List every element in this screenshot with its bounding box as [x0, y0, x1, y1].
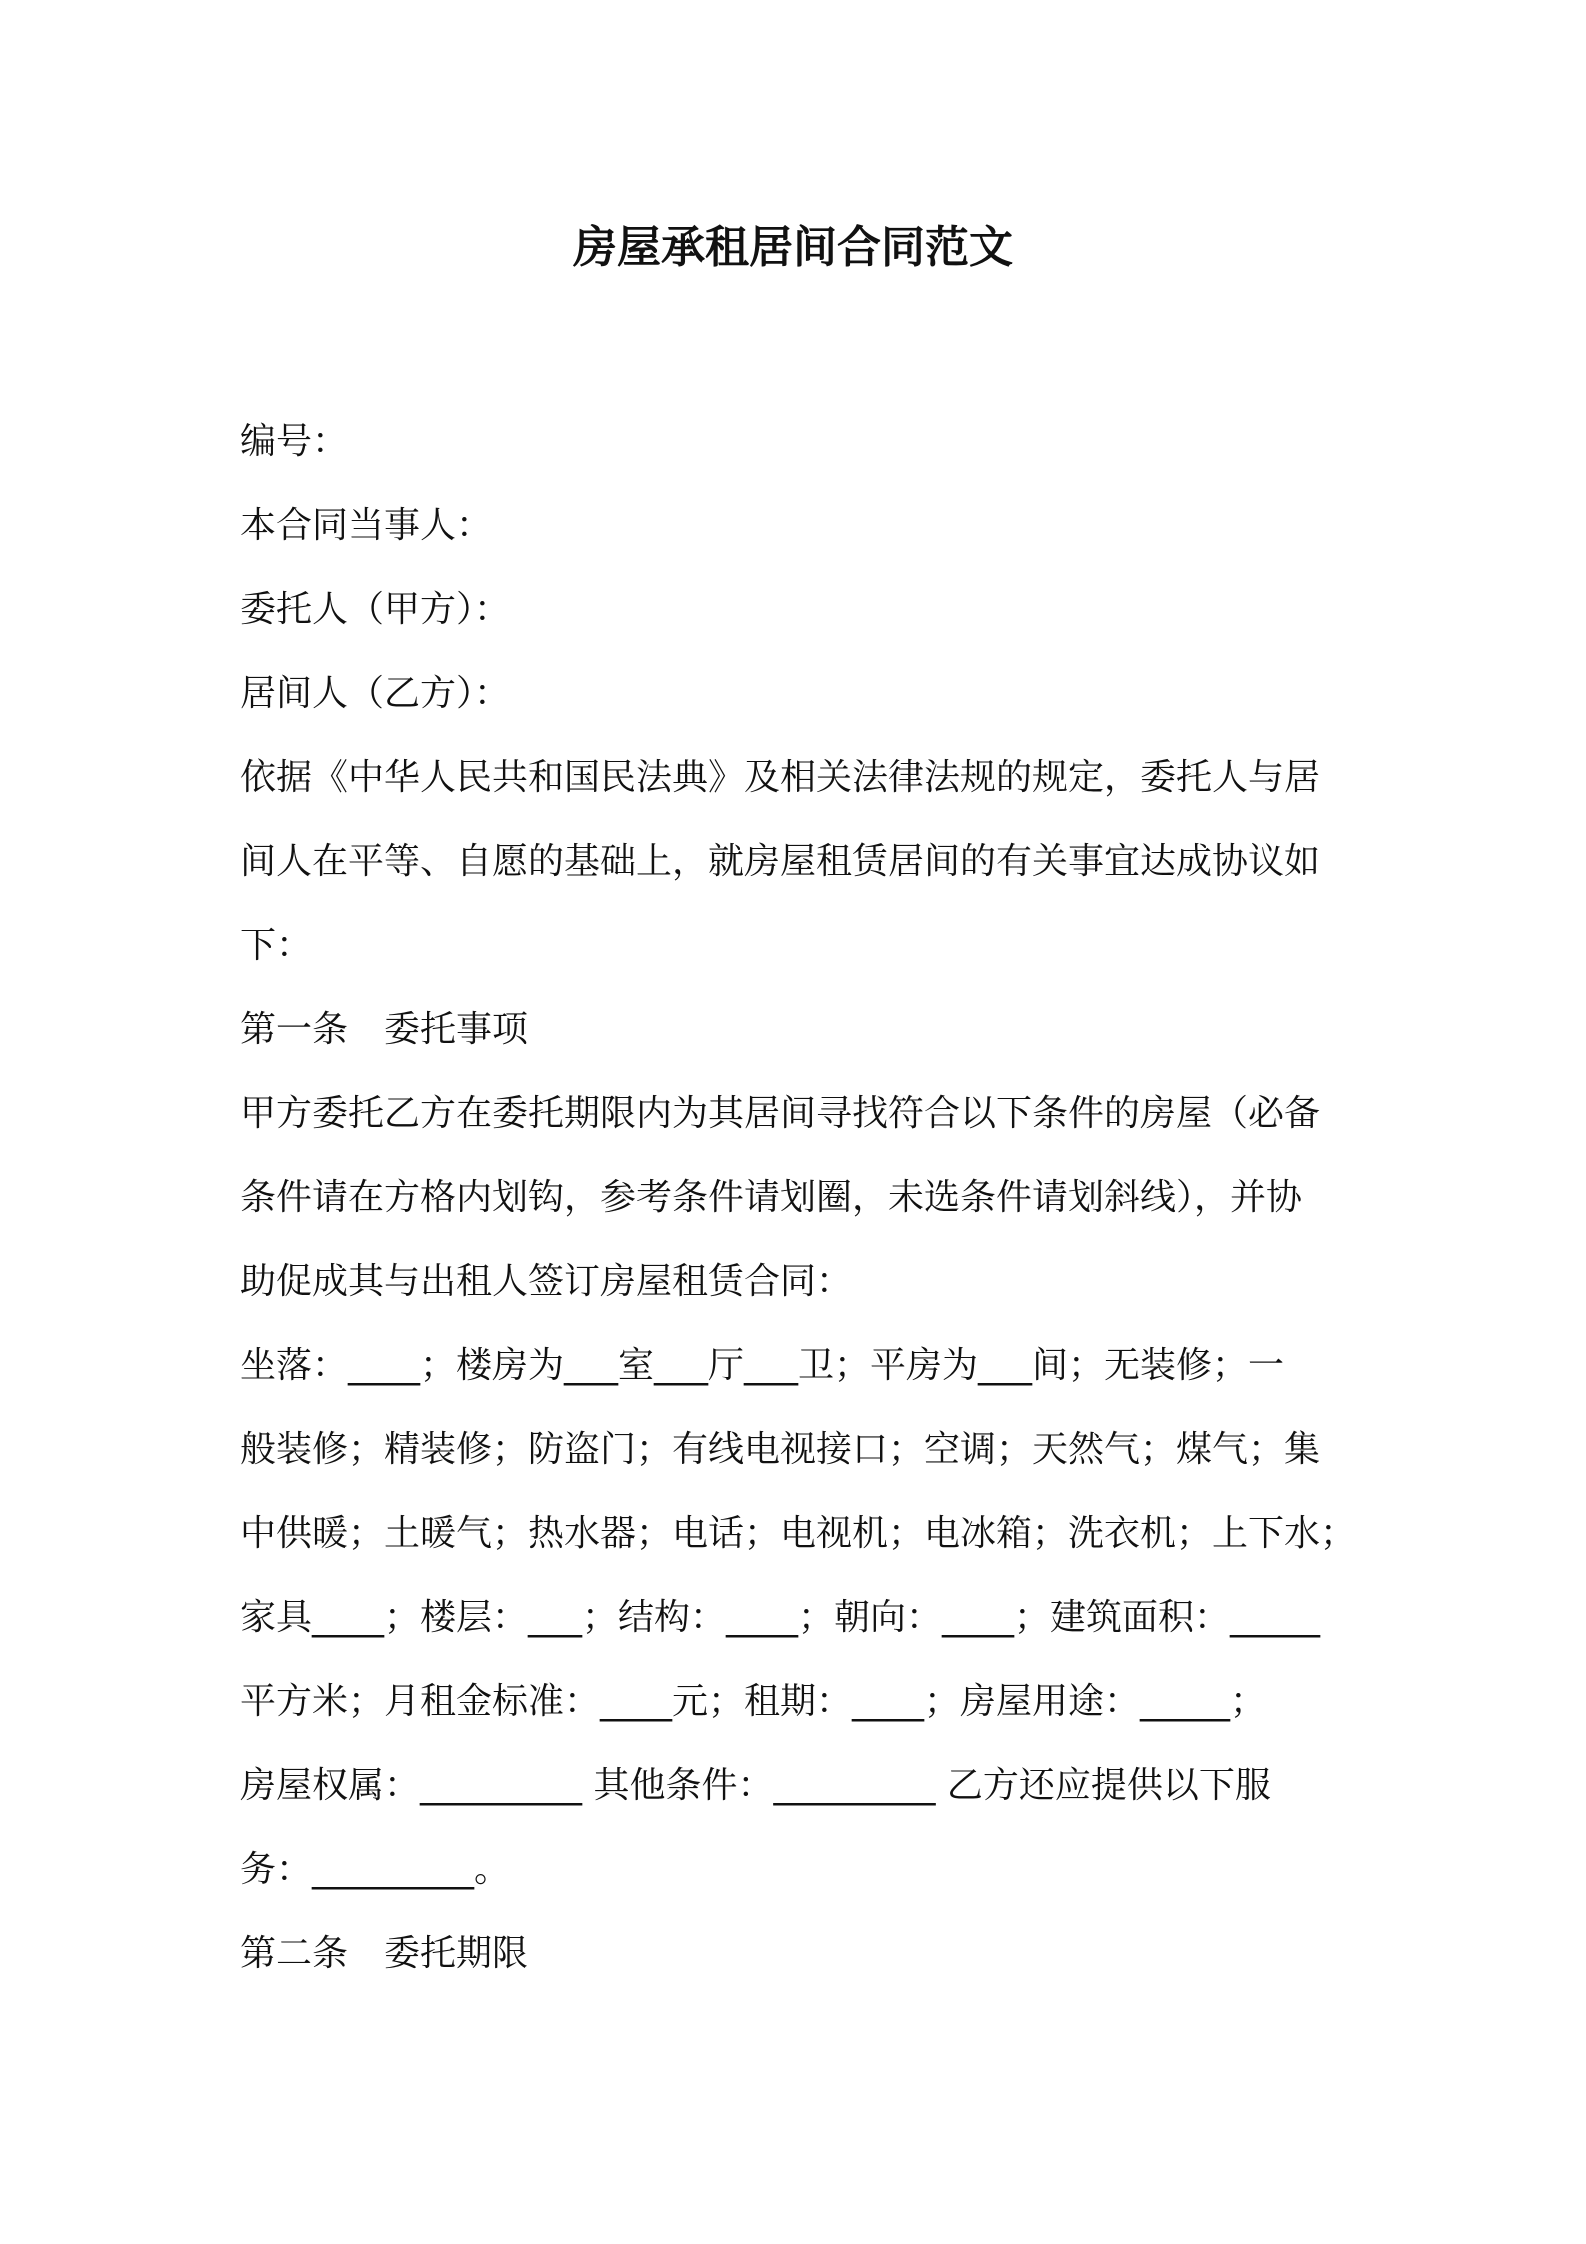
- conditions-line-2: 般装修；精装修；防盗门；有线电视接口；空调；天然气；煤气；集: [240, 1429, 1321, 1470]
- document-body: [240, 400, 1360, 1996]
- document-title: 房屋承租居间合同范文: [573, 222, 1013, 273]
- party-b-line: 居间人（乙方）：: [240, 673, 511, 714]
- article-one-line-3: 助促成其与出租人签订房屋租赁合同：: [240, 1261, 853, 1302]
- preamble-line-1: 依据《中华人民共和国民法典》及相关法律法规的规定，委托人与居: [240, 757, 1321, 798]
- conditions-line-7: 务：_________。: [240, 1849, 511, 1890]
- conditions-line-3: 中供暖；土暖气；热水器；电话；电视机；电冰箱；洗衣机；上下水；: [240, 1513, 1357, 1554]
- party-a-line: 委托人（甲方）：: [240, 589, 511, 630]
- conditions-line-4: 家具____；楼层：___；结构：____；朝向：____；建筑面积：_____: [240, 1597, 1321, 1638]
- article-two-heading: 第二条 委托期限: [240, 1933, 529, 1974]
- preamble-line-3: 下：: [240, 925, 313, 966]
- article-one-line-2: 条件请在方格内划钩，参考条件请划圈，未选条件请划斜线），并协: [240, 1177, 1303, 1218]
- article-one-line-1: 甲方委托乙方在委托期限内为其居间寻找符合以下条件的房屋（必备: [240, 1093, 1321, 1134]
- conditions-line-1: 坐落：____；楼房为___室___厅___卫；平房为___间；无装修；一: [240, 1345, 1285, 1386]
- parties-heading-line: 本合同当事人：: [240, 505, 493, 546]
- article-one-heading: 第一条 委托事项: [240, 1009, 529, 1050]
- conditions-line-5: 平方米；月租金标准：____元；租期：____；房屋用途：_____；: [240, 1681, 1267, 1722]
- preamble-line-2: 间人在平等、自愿的基础上，就房屋租赁居间的有关事宜达成协议如: [240, 841, 1321, 882]
- contract-number-line: 编号：: [240, 421, 349, 462]
- conditions-line-6: 房屋权属：_________ 其他条件：_________ 乙方还应提供以下服: [240, 1765, 1271, 1806]
